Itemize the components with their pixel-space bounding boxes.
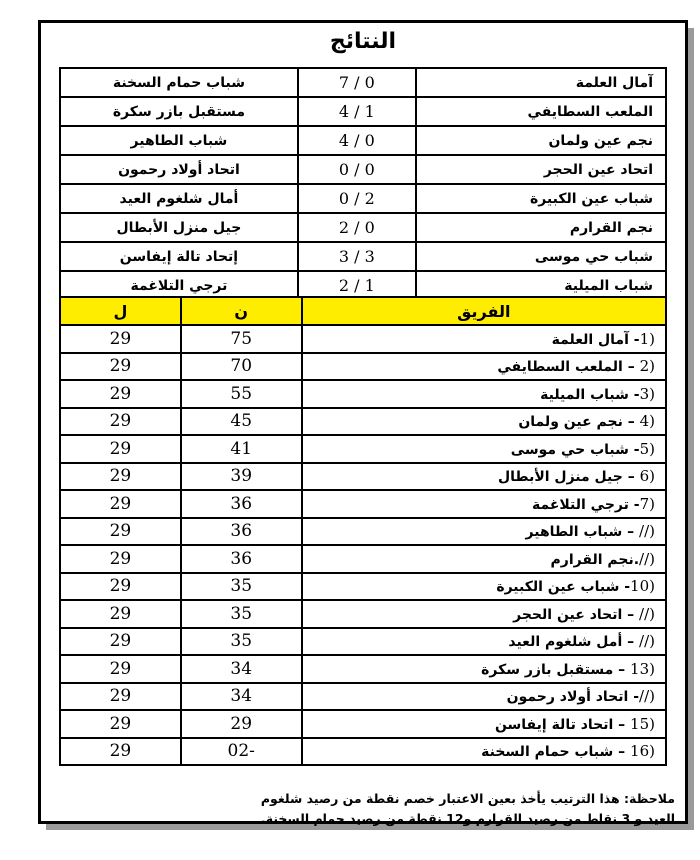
match-score: 1 / 4 <box>298 97 416 126</box>
standings-row <box>60 490 666 518</box>
team-played: 29 <box>60 600 181 628</box>
team-cell <box>302 710 666 738</box>
standings-row <box>60 380 666 408</box>
match-score: 0 / 7 <box>298 68 416 97</box>
footnote-line-2: العيد و 3 نقاط من رصيد القرارم و12 نقطة من رصيد حمام السخنة. <box>260 811 675 826</box>
team-cell <box>302 573 666 601</box>
team-rank: 5) <box>639 439 655 458</box>
team-rank: 13) <box>630 659 655 678</box>
results-card <box>38 20 688 824</box>
standings-row <box>60 518 666 546</box>
page-title: النتائج <box>329 29 397 54</box>
team-name: - شباب عين الكبيرة <box>496 579 631 596</box>
team-points: 45 <box>181 408 302 436</box>
team-played: 29 <box>60 408 181 436</box>
team-name: – نجم عين ولمان <box>518 414 640 431</box>
team-rank: 15) <box>630 714 655 733</box>
result-row <box>60 242 666 271</box>
away-team: اتحاد أولاد رحمون <box>60 155 298 184</box>
team-points: 36 <box>181 545 302 573</box>
team-points: 36 <box>181 518 302 546</box>
team-name: - شباب حي موسى <box>510 441 640 458</box>
team-points: 75 <box>181 325 302 353</box>
team-cell <box>302 738 666 766</box>
team-name: – اتحاد عين الحجر <box>513 606 640 623</box>
team-rank: //) <box>639 522 655 541</box>
footnote-line-1: ملاحظة: هذا الترتيب يأخذ بعين الاعتبار خصم نقطة من رصيد شلغوم <box>260 791 675 806</box>
team-played: 29 <box>60 628 181 656</box>
standings-header-row <box>60 297 666 325</box>
team-cell <box>302 408 666 436</box>
team-name: – أمل شلغوم العيد <box>508 634 640 651</box>
team-points: 29 <box>181 710 302 738</box>
standings-row <box>60 710 666 738</box>
team-played: 29 <box>60 380 181 408</box>
team-points: 34 <box>181 655 302 683</box>
away-team: شباب الطاهير <box>60 126 298 155</box>
footnote <box>51 789 675 829</box>
standings-row <box>60 655 666 683</box>
away-team: أمال شلغوم العيد <box>60 184 298 213</box>
away-team: إتحاد تالة إيفاسن <box>60 242 298 271</box>
team-rank: 10) <box>630 577 655 596</box>
team-rank: //) <box>639 687 655 706</box>
home-team: شباب عين الكبيرة <box>416 184 666 213</box>
team-rank: 7) <box>639 494 655 513</box>
team-played: 29 <box>60 353 181 381</box>
team-points: 70 <box>181 353 302 381</box>
team-played: 29 <box>60 683 181 711</box>
standings-row <box>60 683 666 711</box>
match-score: 0 / 2 <box>298 213 416 242</box>
team-name: - شباب الميلية <box>540 386 640 403</box>
standings-row <box>60 435 666 463</box>
away-team: شباب حمام السخنة <box>60 68 298 97</box>
team-cell <box>302 325 666 353</box>
header-points: ن <box>181 297 302 325</box>
away-team: ترجي التلاغمة <box>60 271 298 300</box>
standings-row <box>60 628 666 656</box>
result-row <box>60 184 666 213</box>
team-cell <box>302 545 666 573</box>
team-cell <box>302 628 666 656</box>
team-rank: //) <box>639 604 655 623</box>
team-points: 41 <box>181 435 302 463</box>
team-played: 29 <box>60 435 181 463</box>
standings-row <box>60 463 666 491</box>
team-name: – شباب حمام السخنة <box>481 744 631 761</box>
home-team: الملعب السطايفي <box>416 97 666 126</box>
team-points: 34 <box>181 683 302 711</box>
team-played: 29 <box>60 463 181 491</box>
header-team: الفريق <box>302 297 666 325</box>
team-points: 35 <box>181 573 302 601</box>
team-played: 29 <box>60 518 181 546</box>
home-team: آمال العلمة <box>416 68 666 97</box>
match-score: 3 / 3 <box>298 242 416 271</box>
team-played: 29 <box>60 738 181 766</box>
away-team: جيل منزل الأبطال <box>60 213 298 242</box>
standings-row <box>60 325 666 353</box>
team-cell <box>302 490 666 518</box>
team-points: 39 <box>181 463 302 491</box>
standings-row <box>60 545 666 573</box>
home-team: نجم القرارم <box>416 213 666 242</box>
result-row <box>60 213 666 242</box>
standings-row <box>60 738 666 766</box>
home-team: اتحاد عين الحجر <box>416 155 666 184</box>
team-points: 36 <box>181 490 302 518</box>
result-row <box>60 68 666 97</box>
team-cell <box>302 380 666 408</box>
home-team: شباب الميلية <box>416 271 666 300</box>
team-cell <box>302 353 666 381</box>
team-played: 29 <box>60 490 181 518</box>
team-points: 55 <box>181 380 302 408</box>
result-row <box>60 126 666 155</box>
team-name: - اتحاد أولاد رحمون <box>506 689 640 706</box>
team-name: – اتحاد تالة إيفاسن <box>494 716 631 733</box>
team-rank: 16) <box>630 742 655 761</box>
team-played: 29 <box>60 655 181 683</box>
team-cell <box>302 600 666 628</box>
team-name: – شباب الطاهير <box>525 524 640 541</box>
standings-row <box>60 600 666 628</box>
team-name: .نجم القرارم <box>550 551 640 568</box>
team-points: 35 <box>181 628 302 656</box>
team-rank: //) <box>639 632 655 651</box>
team-rank: 3) <box>639 384 655 403</box>
team-cell <box>302 435 666 463</box>
team-cell <box>302 463 666 491</box>
team-rank: 2) <box>639 357 655 376</box>
match-score: 0 / 0 <box>298 155 416 184</box>
team-rank: 1) <box>639 329 655 348</box>
team-played: 29 <box>60 545 181 573</box>
standings-row <box>60 573 666 601</box>
home-team: شباب حي موسى <box>416 242 666 271</box>
team-name: – الملعب السطايفي <box>497 359 640 376</box>
team-name: - ترجي التلاغمة <box>531 496 640 513</box>
header-played: ل <box>60 297 181 325</box>
team-name: - آمال العلمة <box>551 331 640 348</box>
results-table <box>59 67 667 301</box>
team-points: 35 <box>181 600 302 628</box>
team-points: -02 <box>181 738 302 766</box>
team-cell <box>302 518 666 546</box>
team-rank: 4) <box>639 412 655 431</box>
team-rank: 6) <box>639 467 655 486</box>
standings-table <box>59 296 667 766</box>
team-cell <box>302 655 666 683</box>
result-row <box>60 155 666 184</box>
match-score: 2 / 0 <box>298 184 416 213</box>
standings-row <box>60 408 666 436</box>
team-played: 29 <box>60 573 181 601</box>
match-score: 1 / 2 <box>298 271 416 300</box>
team-name: – جيل منزل الأبطال <box>498 469 640 486</box>
standings-row <box>60 353 666 381</box>
home-team: نجم عين ولمان <box>416 126 666 155</box>
result-row <box>60 97 666 126</box>
team-cell <box>302 683 666 711</box>
match-score: 0 / 4 <box>298 126 416 155</box>
team-played: 29 <box>60 325 181 353</box>
away-team: مستقبل بازر سكرة <box>60 97 298 126</box>
team-rank: //) <box>639 549 655 568</box>
team-played: 29 <box>60 710 181 738</box>
team-name: – مستقبل بازر سكرة <box>481 661 631 678</box>
